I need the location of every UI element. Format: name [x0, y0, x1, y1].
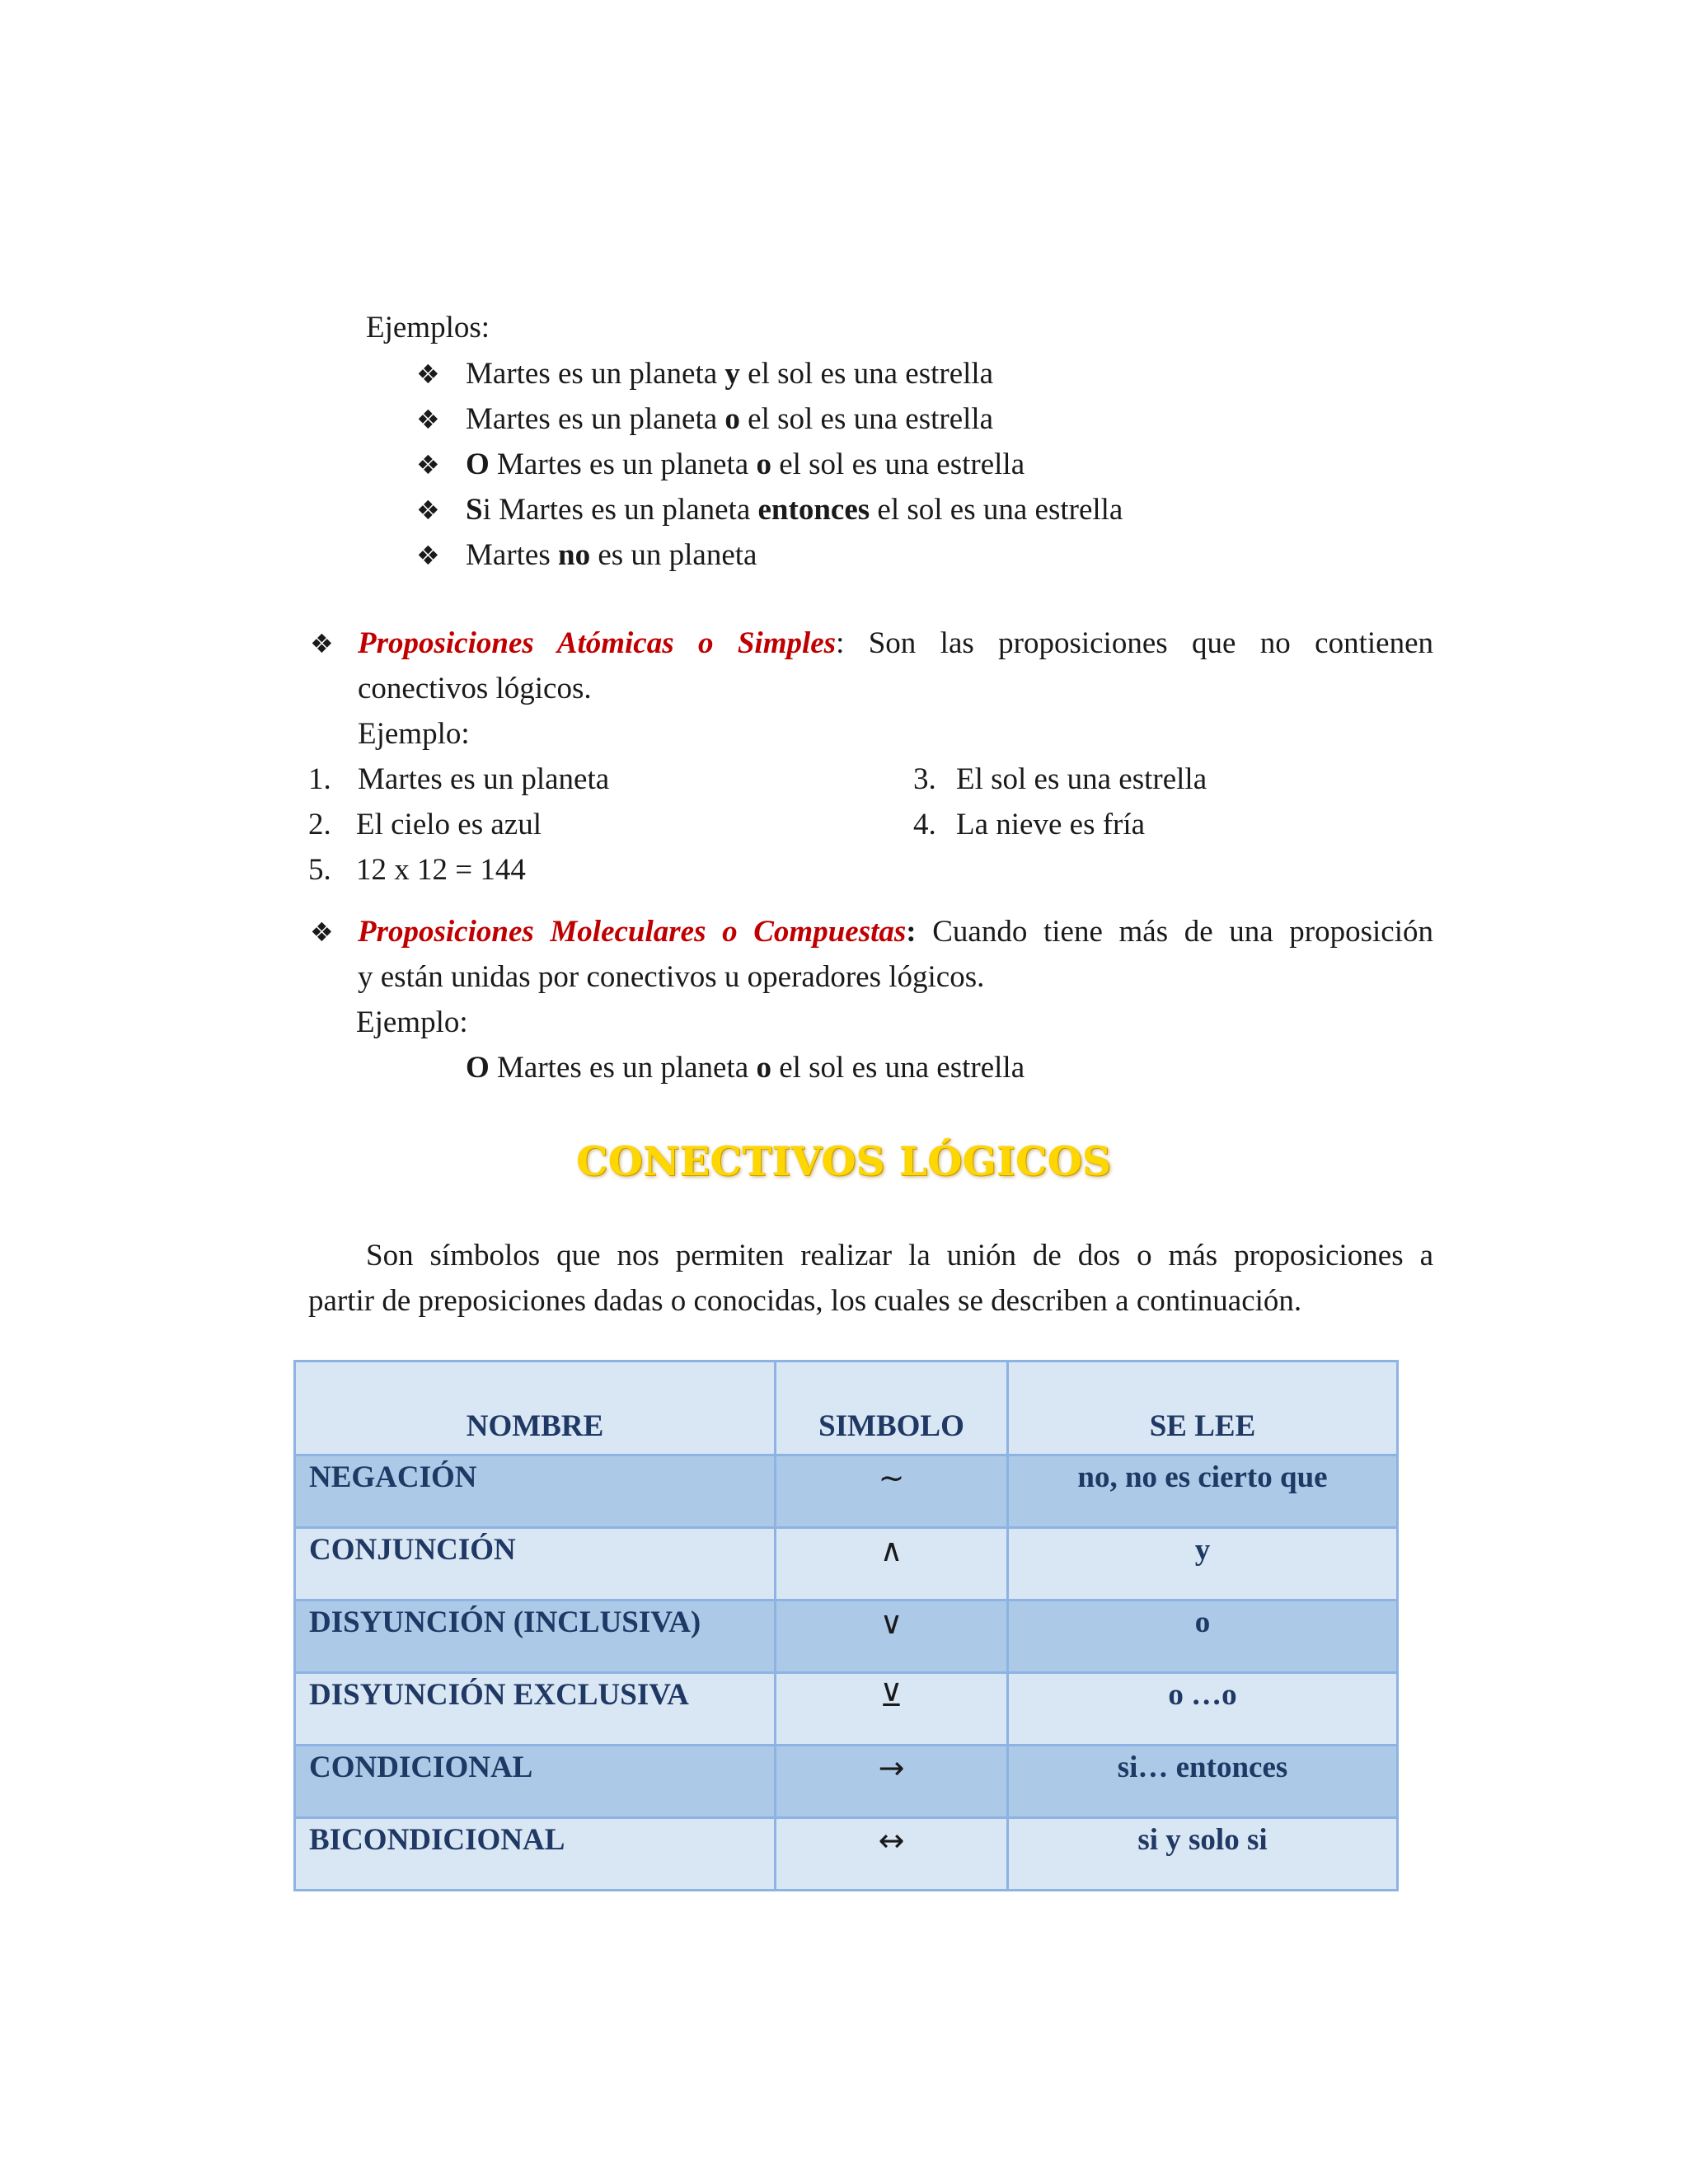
- list-item: 2.: [308, 808, 331, 841]
- molecular-example: O Martes es un planeta o el sol es una estrella: [466, 1051, 1025, 1085]
- examples-label: Ejemplos:: [366, 311, 490, 344]
- list-item: Si Martes es un planeta entonces el sol es una estrella: [466, 493, 1123, 527]
- conjunction-symbol-icon: ∧: [776, 1528, 1008, 1601]
- list-item-text: El sol es una estrella: [956, 762, 1207, 796]
- list-item-text: 12 x 12 = 144: [356, 853, 526, 887]
- list-item: 4.: [913, 808, 936, 841]
- header-reads: SE LEE: [1008, 1361, 1398, 1455]
- conditional-arrow-icon: →: [776, 1746, 1008, 1818]
- atomic-example-label: Ejemplo:: [358, 717, 470, 751]
- cell-name: DISYUNCIÓN (INCLUSIVA): [295, 1601, 776, 1673]
- exclusive-disjunction-symbol-icon: ⊻: [776, 1673, 1008, 1746]
- bullet-icon: ❖: [416, 359, 440, 390]
- table-row: [295, 1673, 1398, 1746]
- cell-reads: no, no es cierto que: [1008, 1455, 1398, 1528]
- cell-reads: si… entonces: [1008, 1746, 1398, 1818]
- table-row: [295, 1601, 1398, 1673]
- atomic-term: Proposiciones Atómicas o Simples: [358, 626, 837, 660]
- table-row: [295, 1746, 1398, 1818]
- cell-reads: si y solo si: [1008, 1818, 1398, 1891]
- list-item: 1.: [308, 762, 331, 796]
- bullet-icon: ❖: [416, 540, 440, 571]
- cell-reads: o …o: [1008, 1673, 1398, 1746]
- molecular-term: Proposiciones Moleculares o Compuestas: [358, 915, 907, 949]
- disjunction-symbol-icon: ∨: [776, 1601, 1008, 1673]
- list-item: 5.: [308, 853, 331, 887]
- cell-name: NEGACIÓN: [295, 1455, 776, 1528]
- list-item: Martes no es un planeta: [466, 538, 757, 572]
- molecular-example-label: Ejemplo:: [356, 1005, 468, 1039]
- section-title: CONECTIVOS LÓGICOS: [576, 1139, 1112, 1185]
- bullet-icon: ❖: [416, 404, 440, 435]
- table-row: [295, 1818, 1398, 1891]
- connectives-table: [293, 1360, 1399, 1891]
- header-symbol: SIMBOLO: [776, 1361, 1008, 1455]
- cell-reads: o: [1008, 1601, 1398, 1673]
- biconditional-arrow-icon: ↔: [776, 1818, 1008, 1891]
- intro-paragraph-line-1: Son símbolos que nos permiten realizar la unión de dos o más proposiciones a: [366, 1239, 1433, 1272]
- list-item-text: Martes es un planeta: [358, 762, 610, 796]
- bullet-icon: ❖: [310, 628, 334, 659]
- bullet-icon: ❖: [310, 916, 334, 948]
- atomic-definition: Proposiciones Atómicas o Simples: Son las proposiciones que no contienen: [358, 626, 1433, 660]
- bullet-icon: ❖: [416, 449, 440, 480]
- list-item: O Martes es un planeta o el sol es una estrella: [466, 448, 1025, 481]
- table-header-row: [295, 1361, 1398, 1455]
- atomic-definition-cont: conectivos lógicos.: [358, 672, 592, 705]
- list-item: Martes es un planeta y el sol es una estrella: [466, 357, 994, 391]
- cell-name: DISYUNCIÓN EXCLUSIVA: [295, 1673, 776, 1746]
- bullet-icon: ❖: [416, 494, 440, 526]
- list-item-text: El cielo es azul: [356, 808, 542, 841]
- header-name: NOMBRE: [295, 1361, 776, 1455]
- molecular-definition-cont: y están unidas por conectivos u operadores lógicos.: [358, 960, 985, 994]
- cell-name: CONDICIONAL: [295, 1746, 776, 1818]
- cell-reads: y: [1008, 1528, 1398, 1601]
- table-row: [295, 1528, 1398, 1601]
- negation-symbol-icon: ~: [776, 1455, 1008, 1528]
- cell-name: CONJUNCIÓN: [295, 1528, 776, 1601]
- intro-paragraph-line-2: partir de preposiciones dadas o conocidas, los cuales se describen a continuación.: [308, 1284, 1302, 1318]
- list-item: 3.: [913, 762, 936, 796]
- molecular-definition: Proposiciones Moleculares o Compuestas: Cuando tiene más de una proposición: [358, 915, 1434, 949]
- list-item: Martes es un planeta o el sol es una estrella: [466, 402, 994, 436]
- table-row: [295, 1455, 1398, 1528]
- cell-name: BICONDICIONAL: [295, 1818, 776, 1891]
- list-item-text: La nieve es fría: [956, 808, 1146, 841]
